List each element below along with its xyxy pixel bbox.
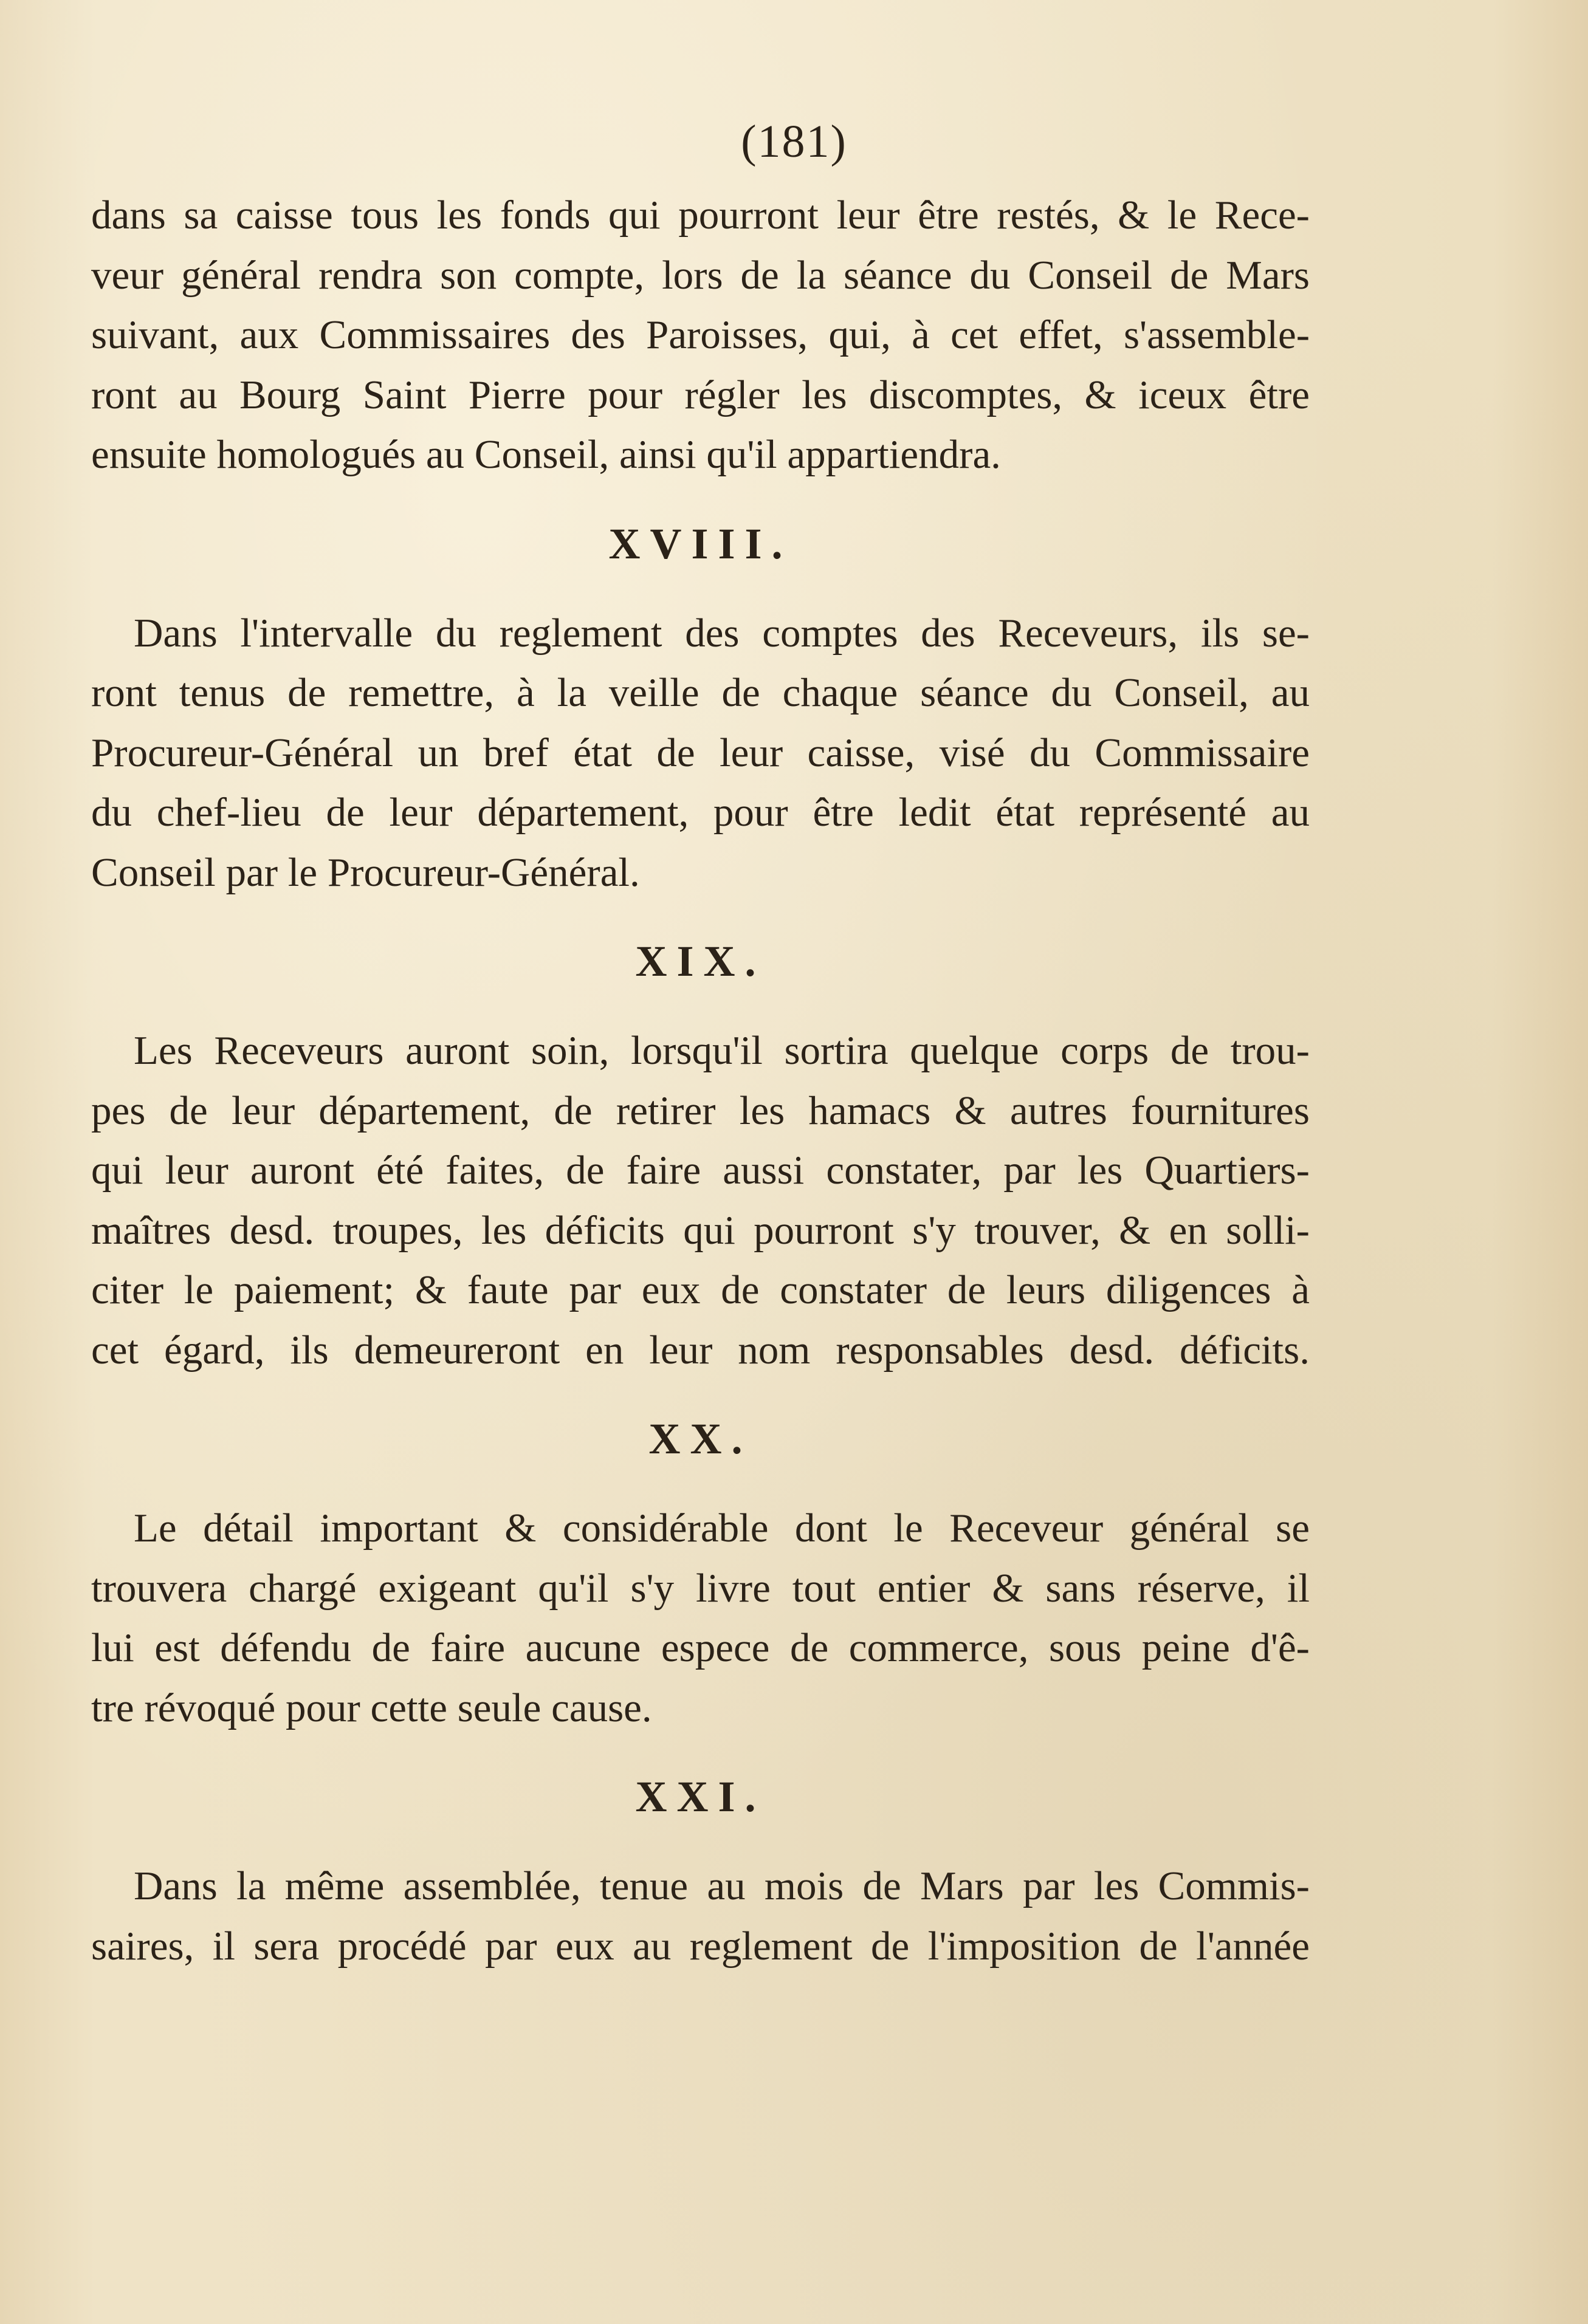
page-body [91,185,1310,1976]
text-line: tre révoqué pour cette seule cause. [91,1685,652,1730]
text-line: suivant, aux Commissaires des Paroisses, qui, à cet effet, s'assemble- [91,312,1310,357]
text-line: ensuite homologués au Conseil, ainsi qu'il appartiendra. [91,432,1001,477]
text-line: Procureur-Général un bref état de leur caisse, visé du Commissaire [91,730,1310,775]
text-line: veur général rendra son compte, lors de la séance du Conseil de Mars [91,252,1310,298]
text-line: Le détail important & considérable dont le Receveur général se [134,1506,1310,1551]
text-line: maîtres desd. troupes, les déficits qui pourront s'y trouver, & en solli- [91,1207,1310,1253]
text-line: lui est défendu de faire aucune espece de commerce, sous peine d'ê- [91,1625,1310,1670]
article-xix-text [91,1021,1310,1380]
text-line: cet égard, ils demeureront en leur nom responsables desd. déficits. [91,1327,1310,1373]
text-line: dans sa caisse tous les fonds qui pourront leur être restés, & le Rece- [91,193,1310,238]
article-xviii-text [91,603,1310,903]
text-line: ront tenus de remettre, à la veille de chaque séance du Conseil, au [91,670,1310,715]
text-line: du chef-lieu de leur département, pour être ledit état représenté au [91,790,1310,835]
text-line: qui leur auront été faites, de faire aussi constater, par les Quartiers- [91,1148,1310,1193]
text-line: saires, il sera procédé par eux au reglement de l'imposition de l'année [91,1923,1310,1969]
page-number: (181) [741,116,847,167]
text-line: trouvera chargé exigeant qu'il s'y livre tout entier & sans réserve, il [91,1565,1310,1611]
text-line: Conseil par le Procureur-Général. [91,849,640,895]
article-heading-xxi: XXI. [635,1772,766,1821]
text-line: Les Receveurs auront soin, lorsqu'il sortira quelque corps de trou- [134,1028,1310,1073]
text-line: citer le paiement; & faute par eux de constater de leurs diligences à [91,1267,1310,1312]
article-xx-text [91,1498,1310,1738]
article-heading-xviii: XVIII. [608,519,792,568]
text-line: ront au Bourg Saint Pierre pour régler les discomptes, & iceux être [91,372,1310,417]
article-xxi-text [91,1856,1310,1976]
text-line: Dans l'intervalle du reglement des comptes des Receveurs, ils se- [134,610,1310,656]
text-line: Dans la même assemblée, tenue au mois de Mars par les Commis- [134,1863,1310,1908]
paragraph-continuation [91,185,1310,485]
text-line: pes de leur département, de retirer les hamacs & autres fournitures [91,1088,1310,1133]
article-heading-xix: XIX. [635,937,766,985]
article-heading-xx: XX. [648,1414,752,1463]
